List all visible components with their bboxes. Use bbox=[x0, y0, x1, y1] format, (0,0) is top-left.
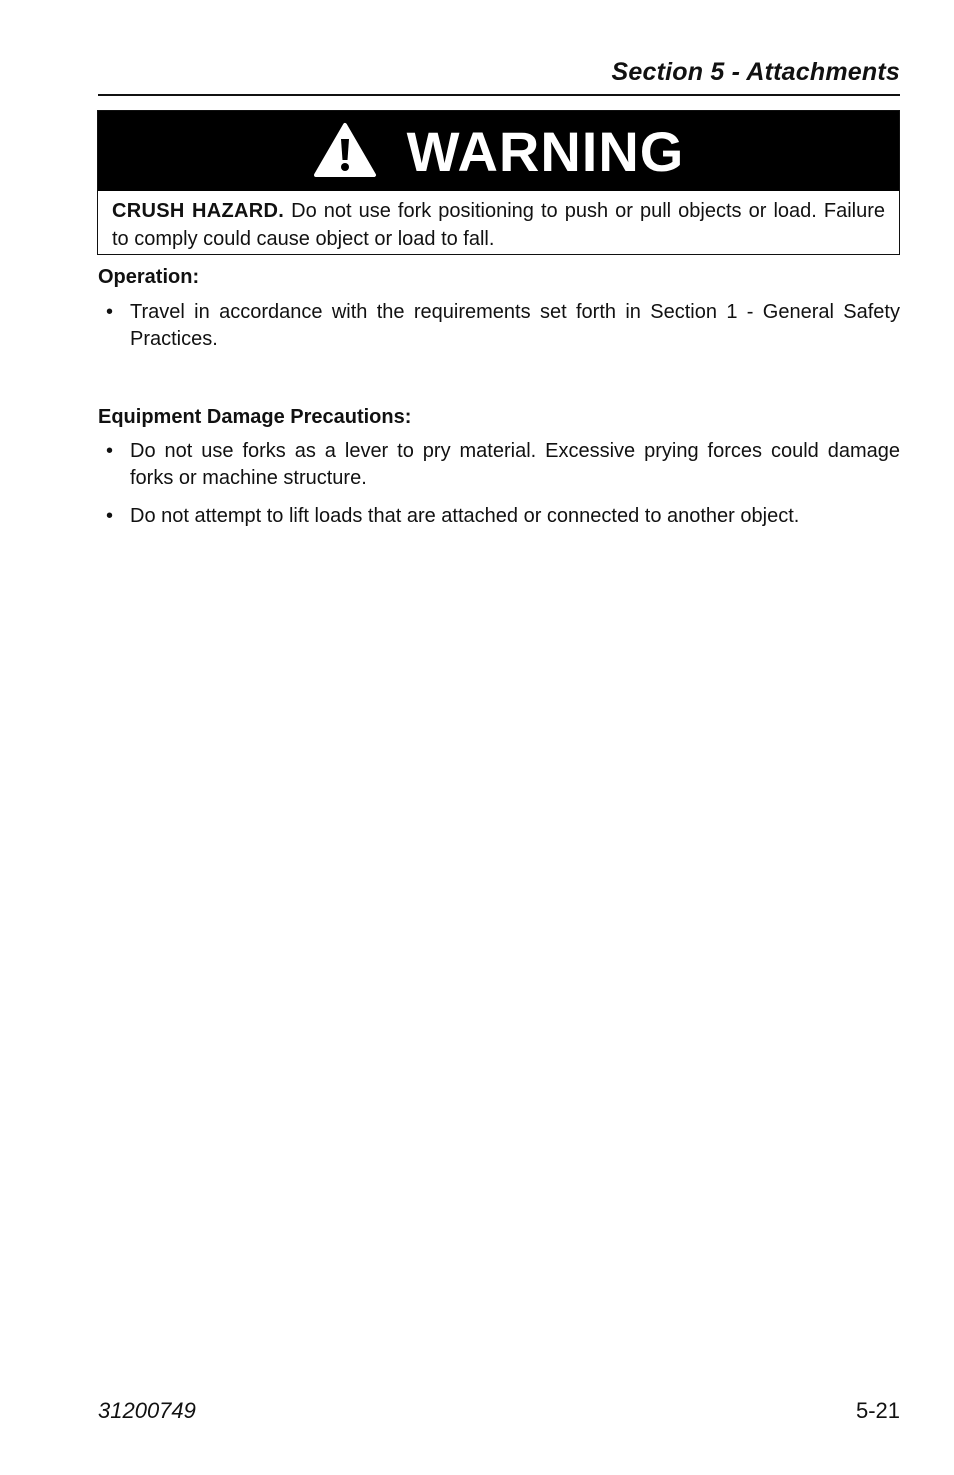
operation-list bbox=[98, 299, 900, 364]
bullet-icon: • bbox=[106, 505, 114, 527]
warning-lead: CRUSH HAZARD. bbox=[112, 200, 285, 222]
warning-banner bbox=[98, 111, 899, 191]
damage-precautions-heading: Equipment Damage Precautions: bbox=[98, 406, 412, 428]
warning-body: Do not use fork positioning to push or pull objects or load. Failure to comply could cause object or load to fall. bbox=[112, 200, 885, 250]
list-item bbox=[98, 299, 900, 353]
page-number: 5-21 bbox=[855, 1398, 900, 1423]
document-number: 31200749 bbox=[98, 1398, 196, 1423]
warning-box bbox=[97, 110, 900, 255]
list-item bbox=[98, 438, 900, 492]
list-item-text: Do not attempt to lift loads that are attached or connected to another object. bbox=[130, 505, 800, 527]
page-header bbox=[98, 56, 900, 96]
warning-message bbox=[98, 191, 899, 253]
warning-title: WARNING bbox=[406, 119, 685, 183]
warning-triangle-icon bbox=[313, 120, 407, 183]
damage-precautions-list bbox=[98, 438, 900, 541]
list-item bbox=[98, 503, 900, 530]
section-title: Section 5 - Attachments bbox=[611, 58, 900, 86]
list-item-text: Do not use forks as a lever to pry material. Excessive prying forces could damage forks or machine structure. bbox=[130, 440, 900, 489]
bullet-icon: • bbox=[106, 301, 114, 323]
list-item-text: Travel in accordance with the requirements set forth in Section 1 - General Safety Practices. bbox=[130, 301, 900, 350]
bullet-icon: • bbox=[106, 440, 114, 462]
operation-heading: Operation: bbox=[98, 266, 200, 288]
